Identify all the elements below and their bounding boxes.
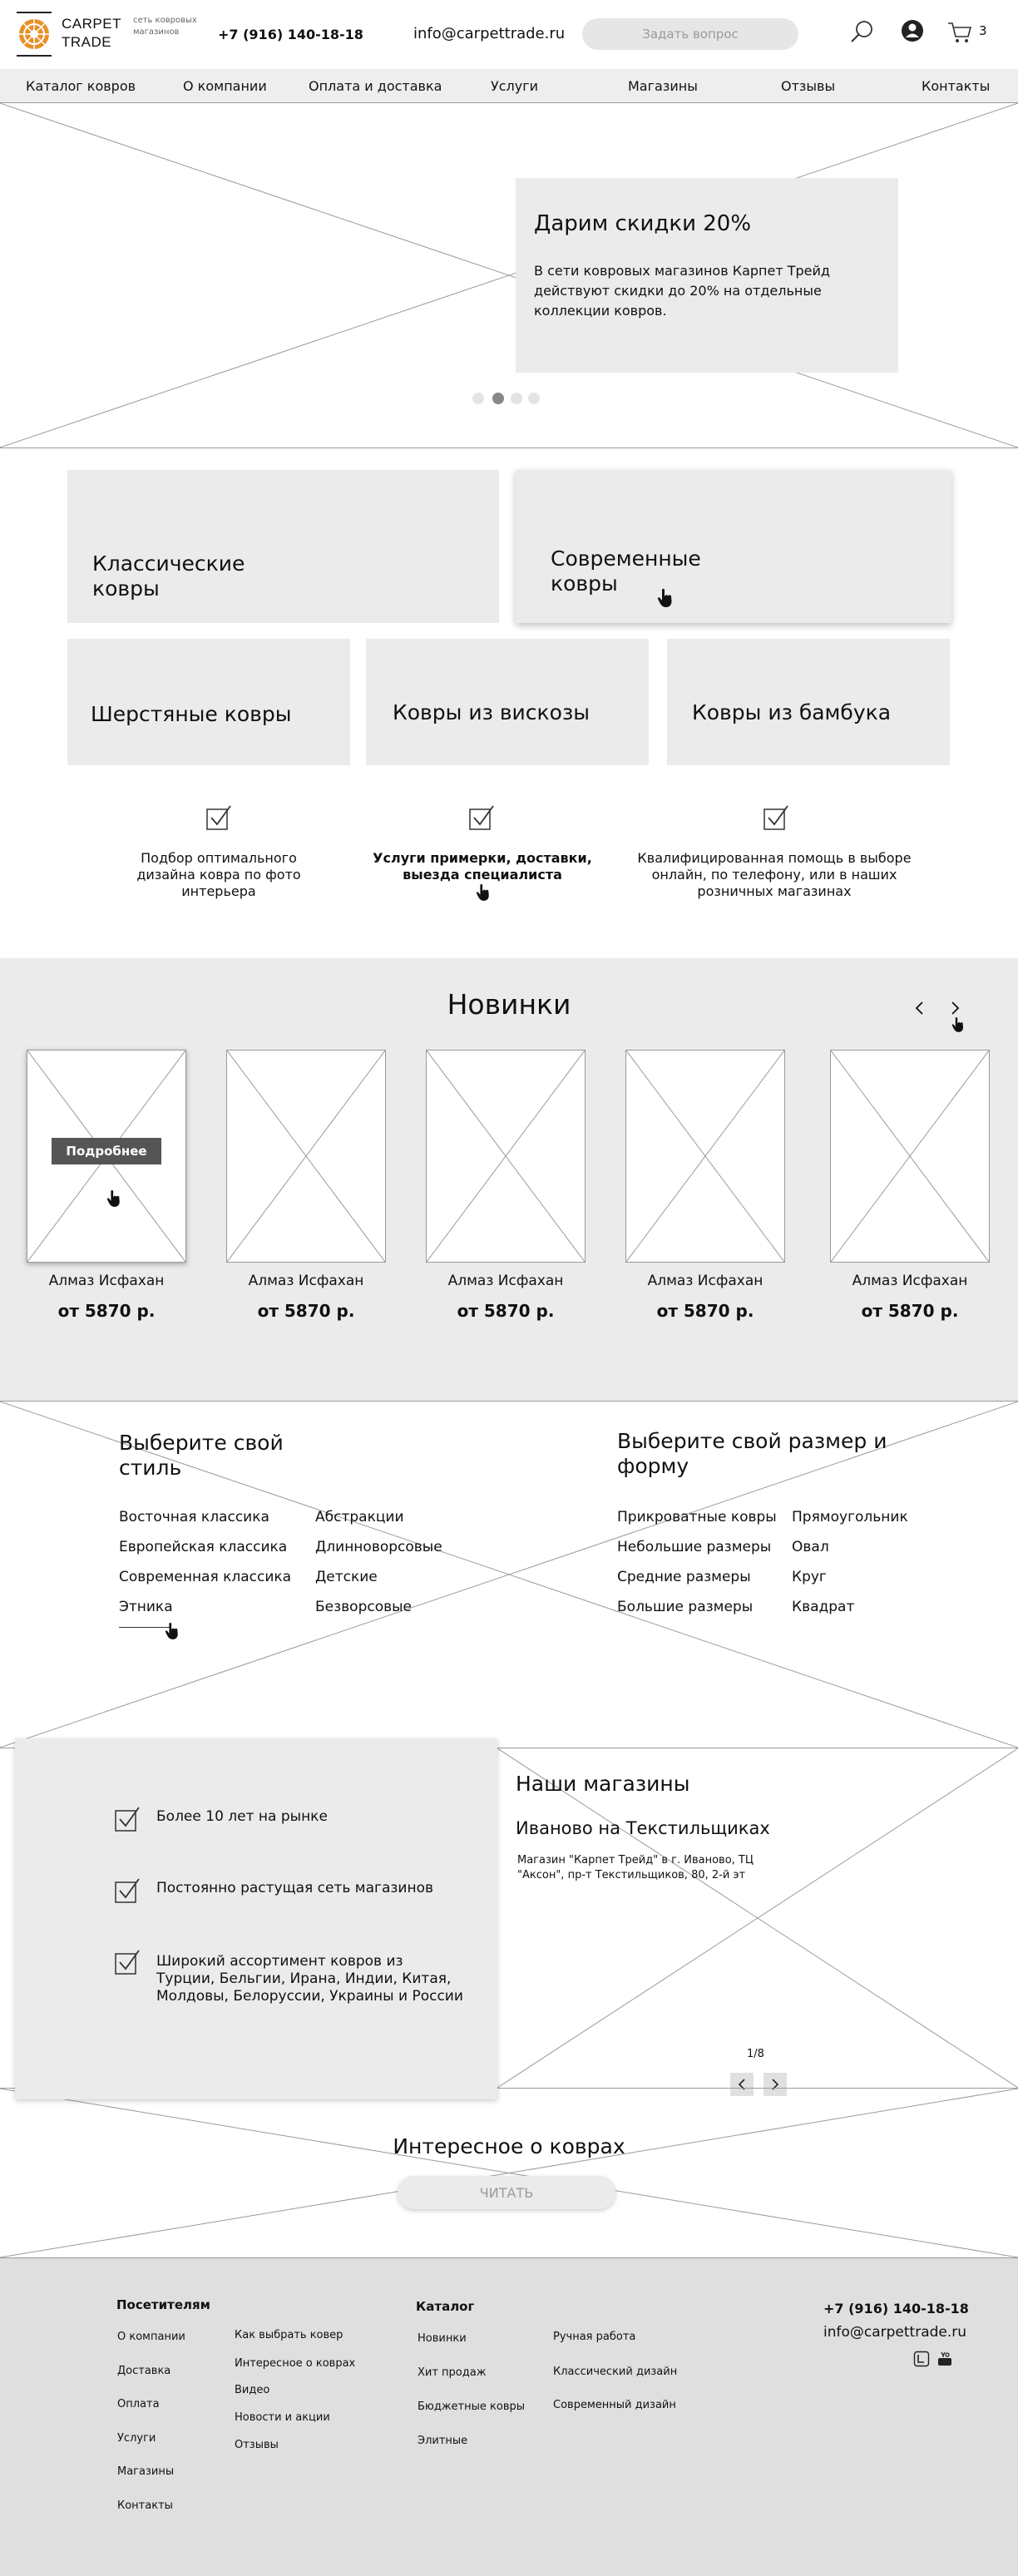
style-title: Выберите свой стиль: [119, 1431, 284, 1480]
footer-link[interactable]: Доставка: [117, 2365, 171, 2377]
livejournal-icon[interactable]: [913, 2351, 930, 2367]
category-viscose-label: Ковры из вискозы: [393, 700, 590, 724]
footer-link[interactable]: Как выбрать ковер: [235, 2329, 343, 2341]
style-link[interactable]: Безворсовые: [315, 1599, 413, 1615]
size-link[interactable]: Небольшие размеры: [617, 1539, 772, 1555]
hand-cursor-icon: [476, 883, 491, 902]
new-arrivals-title: Новинки: [447, 988, 571, 1021]
product-image-placeholder: [227, 1051, 385, 1262]
product-image-placeholder: [427, 1051, 585, 1262]
category-wool-label: Шерстяные ковры: [91, 702, 292, 726]
chevron-right-icon[interactable]: [946, 1000, 963, 1016]
hero-title: Дарим скидки 20%: [534, 211, 752, 236]
product-price: от 5870 р.: [457, 1301, 555, 1321]
shop-name: Иваново на Текстильщиках: [516, 1818, 770, 1838]
interesting-section: [0, 2088, 1018, 2258]
size-link[interactable]: Большие размеры: [617, 1599, 754, 1615]
product-name[interactable]: Алмаз Исфахан: [852, 1273, 968, 1289]
shop-image-placeholder: [497, 1748, 1018, 2088]
chevron-left-icon[interactable]: [912, 1000, 928, 1016]
nav-catalog[interactable]: Каталог ковров: [26, 78, 136, 94]
footer-link[interactable]: О компании: [117, 2331, 185, 2343]
footer-link[interactable]: Контакты: [117, 2499, 173, 2512]
footer-link[interactable]: Интересное о коврах: [235, 2357, 356, 2370]
read-button[interactable]: ЧИТАТЬ: [398, 2176, 615, 2209]
footer-link[interactable]: Видео: [235, 2384, 270, 2396]
header-email[interactable]: info@carpettrade.ru: [413, 25, 566, 42]
size-link[interactable]: Прикроватные ковры: [617, 1509, 777, 1525]
shops-map-placeholder[interactable]: [497, 1748, 1018, 2088]
nav-services[interactable]: Услуги: [491, 78, 539, 94]
product-details-button[interactable]: Подробнее: [52, 1138, 161, 1164]
product-price: от 5870 р.: [57, 1301, 156, 1321]
checkbox-checked-icon: [113, 1948, 141, 1976]
category-modern[interactable]: [516, 470, 951, 623]
footer-link[interactable]: Современный дизайн: [553, 2399, 676, 2411]
hand-cursor-icon: [106, 1189, 121, 1208]
product-card-image[interactable]: [830, 1050, 990, 1263]
shops-pager: 1/8: [747, 2048, 764, 2060]
footer-visitors-title: Посетителям: [116, 2297, 210, 2312]
footer-link[interactable]: Новости и акции: [235, 2411, 330, 2424]
logo-line-1: CARPET: [62, 16, 121, 32]
hand-cursor-icon: [165, 1622, 180, 1640]
hand-cursor-icon: [657, 588, 674, 608]
user-icon[interactable]: [898, 17, 927, 45]
checkbox-checked-icon: [113, 1876, 141, 1905]
slider-dot-4[interactable]: [528, 393, 540, 404]
style-link[interactable]: Абстракции: [315, 1509, 404, 1525]
size-title: Выберите свой размер и форму: [617, 1429, 887, 1478]
slider-dot-2-active[interactable]: [492, 393, 504, 404]
advantage-text: Более 10 лет на рынке: [156, 1808, 328, 1825]
product-name[interactable]: Алмаз Исфахан: [647, 1273, 764, 1289]
footer-link[interactable]: Магазины: [117, 2465, 175, 2478]
checkbox-checked-icon: [467, 803, 496, 832]
product-card-image[interactable]: [226, 1050, 386, 1263]
category-classic-label: Классические ковры: [92, 551, 245, 601]
advantage-text: Постоянно растущая сеть магазинов: [156, 1880, 434, 1896]
logo[interactable]: [17, 12, 52, 57]
product-name[interactable]: Алмаз Исфахан: [447, 1273, 564, 1289]
footer-link[interactable]: Классический дизайн: [553, 2366, 678, 2378]
shape-link[interactable]: Круг: [792, 1569, 827, 1585]
feature-design-selection: Подбор оптимального дизайна ковра по фото интерьера: [136, 850, 301, 899]
category-bamboo[interactable]: [667, 639, 950, 765]
shape-link[interactable]: Овал: [792, 1539, 829, 1555]
product-image-placeholder: [831, 1051, 989, 1262]
logo-top-line: [17, 12, 52, 13]
footer-catalog-title: Каталог: [416, 2299, 475, 2314]
product-price: от 5870 р.: [861, 1301, 959, 1321]
checkbox-checked-icon: [113, 1805, 141, 1833]
youtube-icon[interactable]: [936, 2351, 953, 2367]
product-price: от 5870 р.: [257, 1301, 355, 1321]
category-modern-label: Современные ковры: [551, 546, 701, 596]
search-icon[interactable]: [848, 18, 877, 47]
product-image-placeholder: [626, 1051, 784, 1262]
nav-payment-delivery[interactable]: Оплата и доставка: [309, 78, 442, 94]
style-link[interactable]: Восточная классика: [119, 1509, 269, 1525]
ask-question-button[interactable]: Задать вопрос: [582, 18, 798, 50]
interesting-title: Интересное о коврах: [393, 2134, 625, 2158]
logo-bottom-line: [17, 55, 52, 57]
logo-tagline: сеть ковровых магазинов: [133, 16, 197, 37]
size-link[interactable]: Средние размеры: [617, 1569, 751, 1585]
header-phone[interactable]: +7 (916) 140-18-18: [218, 27, 363, 42]
background-image-placeholder: [0, 2089, 1018, 2257]
product-name[interactable]: Алмаз Исфахан: [48, 1273, 165, 1289]
nav-shops[interactable]: Магазины: [628, 78, 698, 94]
footer-link[interactable]: Ручная работа: [553, 2331, 636, 2343]
footer-link[interactable]: Бюджетные ковры: [418, 2400, 526, 2413]
checkbox-checked-icon: [762, 803, 790, 832]
slider-dot-1[interactable]: [472, 393, 484, 404]
footer-link[interactable]: Отзывы: [235, 2439, 279, 2451]
hand-cursor-icon: [951, 1016, 965, 1033]
cart-count: 3: [979, 23, 987, 38]
hero-text: В сети ковровых магазинов Карпет Трейд действуют скидки до 20% на отдельные коллекции ковров.: [534, 263, 830, 319]
footer-link[interactable]: Новинки: [418, 2332, 467, 2345]
product-card-image[interactable]: [426, 1050, 586, 1263]
advantages-card: [15, 1738, 497, 2099]
feature-services-link[interactable]: Услуги примерки, доставки, выезда специалиста: [373, 850, 592, 883]
footer-link[interactable]: Оплата: [117, 2398, 160, 2410]
footer-link[interactable]: Элитные: [418, 2435, 468, 2447]
advantage-text: Широкий ассортимент ковров из Турции, Бельгии, Ирана, Индии, Китая, Молдовы, Белоруссии, Украины и России: [156, 1953, 463, 2005]
category-classic[interactable]: [67, 470, 499, 623]
shops-title: Наши магазины: [516, 1772, 690, 1796]
main-nav: [0, 69, 1018, 102]
logo-name: [62, 15, 121, 52]
nav-about[interactable]: О компании: [183, 78, 267, 94]
footer-link[interactable]: Хит продаж: [418, 2366, 487, 2379]
category-bamboo-label: Ковры из бамбука: [692, 700, 892, 724]
category-wool[interactable]: [67, 639, 350, 765]
style-link[interactable]: Длинноворсовые: [315, 1539, 442, 1555]
nav-contacts[interactable]: Контакты: [922, 78, 991, 94]
nav-reviews[interactable]: Отзывы: [781, 78, 836, 94]
style-link[interactable]: Современная классика: [119, 1569, 292, 1585]
category-viscose[interactable]: [366, 639, 649, 765]
shape-link[interactable]: Прямоугольник: [792, 1509, 908, 1525]
style-link[interactable]: Детские: [315, 1569, 378, 1585]
product-price: от 5870 р.: [656, 1301, 754, 1321]
checkbox-checked-icon: [205, 803, 233, 832]
footer-email[interactable]: info@carpettrade.ru: [823, 2324, 967, 2341]
product-name[interactable]: Алмаз Исфахан: [248, 1273, 364, 1289]
product-card-image[interactable]: [625, 1050, 785, 1263]
slider-dot-3[interactable]: [511, 393, 522, 404]
cart-icon[interactable]: [946, 18, 975, 47]
shape-link[interactable]: Квадрат: [792, 1599, 855, 1615]
footer-link[interactable]: Услуги: [117, 2432, 156, 2445]
feature-consultation: Квалифицированная помощь в выборе онлайн, по телефону, или в наших розничных магазинах: [637, 850, 912, 899]
footer-phone[interactable]: +7 (916) 140-18-18: [823, 2301, 969, 2316]
style-link[interactable]: Европейская классика: [119, 1539, 288, 1555]
shop-address: Магазин "Карпет Трейд" в г. Иваново, ТЦ "Аксон", пр-т Текстильщиков, 80, 2-й эт: [517, 1854, 754, 1881]
logo-line-2: TRADE: [62, 34, 112, 50]
style-link-active[interactable]: Этника: [119, 1599, 170, 1628]
logo-ornament-icon: [17, 17, 52, 52]
